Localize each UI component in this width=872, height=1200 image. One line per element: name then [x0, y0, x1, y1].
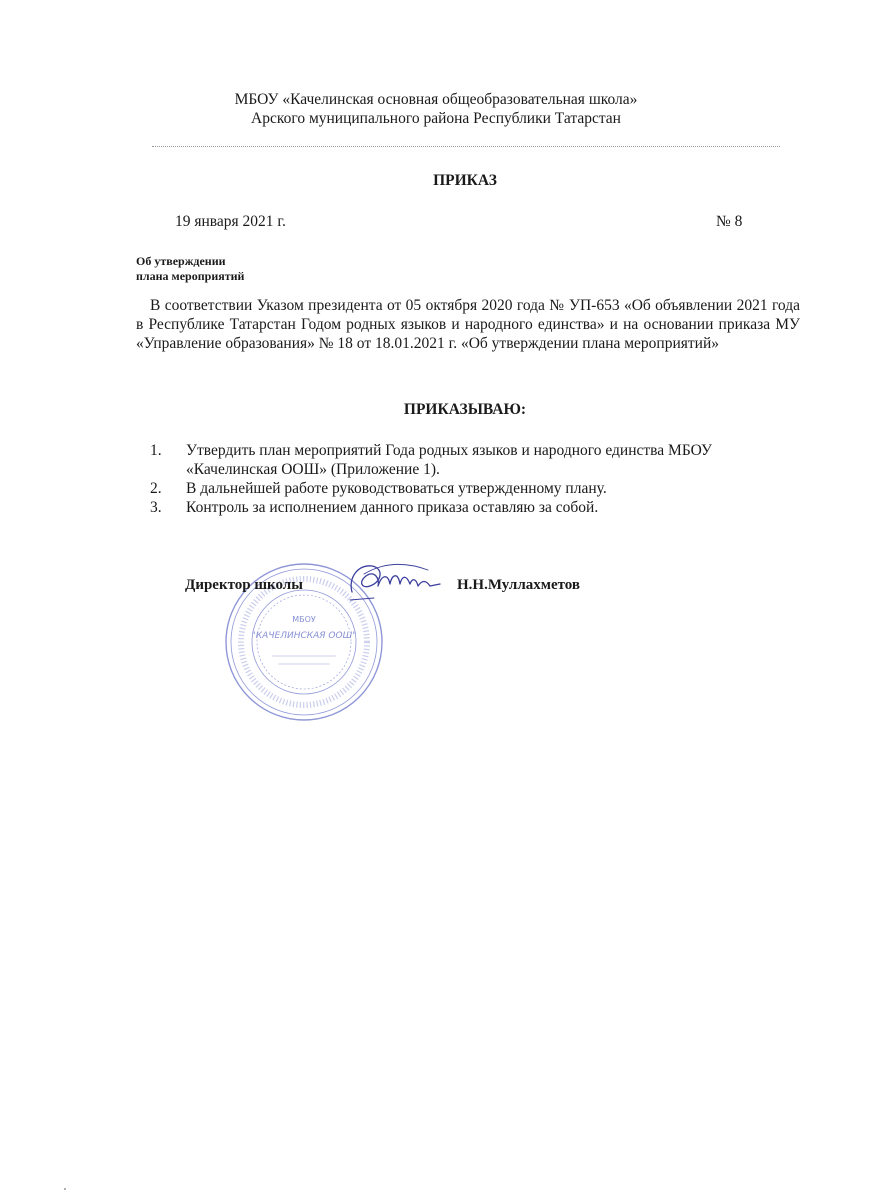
stamp-center-line-2: "КАЧЕЛИНСКАЯ ООШ": [251, 631, 357, 641]
signatory-name: Н.Н.Муллахметов: [457, 577, 581, 593]
header-divider: [152, 146, 780, 147]
subject-line-2: плана мероприятий: [136, 269, 245, 283]
list-item: [136, 498, 800, 517]
list-item-text: Контроль за исполнением данного приказа оставляю за собой.: [186, 499, 599, 516]
director-signature: [344, 556, 444, 606]
list-item: [136, 441, 800, 479]
order-heading: ПРИКАЗЫВАЮ:: [403, 401, 527, 418]
list-item-number: 3.: [150, 499, 162, 516]
scan-speck: [64, 1188, 66, 1190]
signatory-role: Директор школы: [185, 577, 303, 593]
order-number: № 8: [716, 213, 743, 230]
list-item-text: Утвердить план мероприятий Года родных языков и народного единства МБОУ «Качелинская ООШ» (Приложение 1).: [186, 442, 712, 478]
order-items-list: [136, 441, 800, 517]
organization-header: [0, 90, 872, 128]
subject-line-1: Об утверждении: [136, 254, 226, 268]
header-line-1: МБОУ «Качелинская основная общеобразовательная школа»: [234, 91, 638, 108]
stamp-center-line-1: МБОУ: [292, 615, 316, 624]
list-item-text: В дальнейшей работе руководствоваться утвержденному плану.: [186, 480, 607, 497]
list-item-number: 2.: [150, 480, 162, 497]
list-item-number: 1.: [150, 442, 162, 459]
header-line-2: Арского муниципального района Республики Татарстан: [251, 110, 621, 127]
preamble-paragraph: В соответствии Указом президента от 05 октября 2020 года № УП-653 «Об объявлении 2021 года в Республике Татарстан Годом родных языков и народного единства» и на основании приказа МУ «Управление образования» № 18 от 18.01.2021 г. «Об утверждении плана мероприятий»: [136, 297, 800, 352]
order-date: 19 января 2021 г.: [175, 213, 286, 230]
order-subject: [136, 254, 244, 284]
document-title: ПРИКАЗ: [433, 172, 497, 189]
list-item: [136, 479, 800, 498]
